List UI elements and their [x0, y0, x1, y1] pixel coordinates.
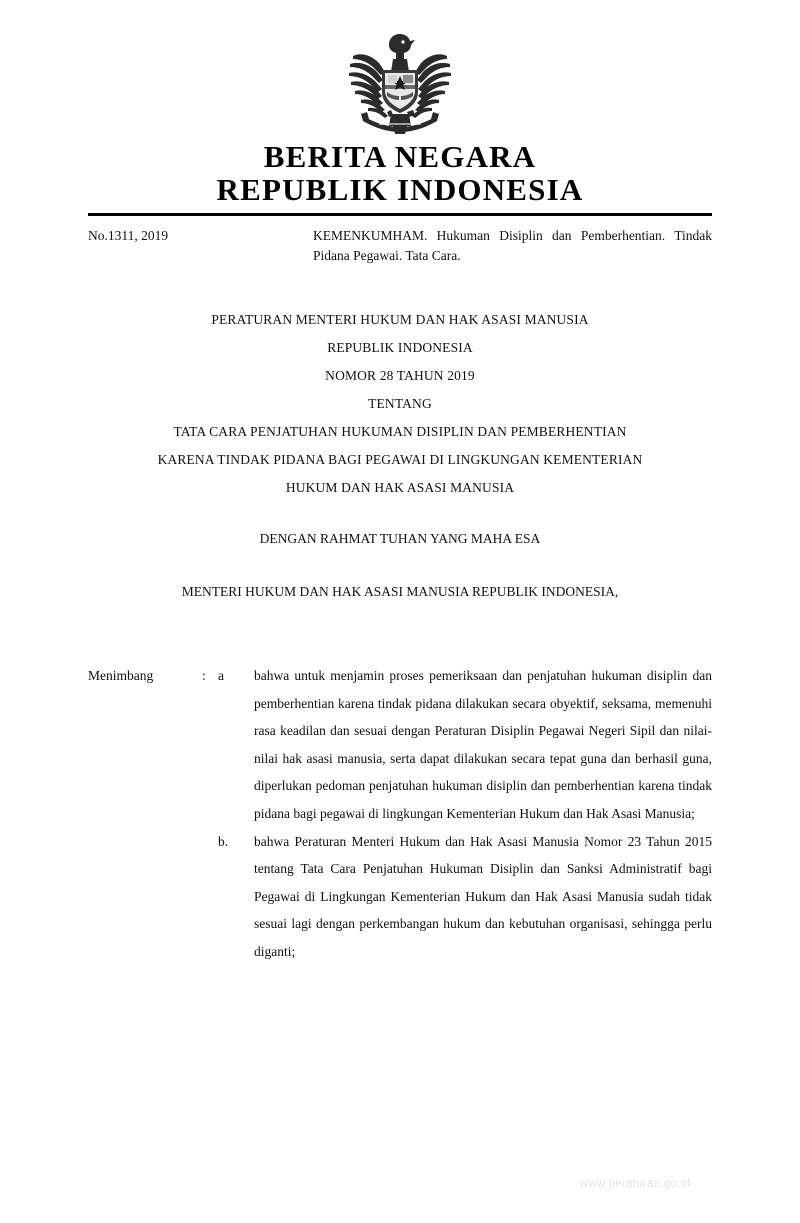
title-line-subject-2: KARENA TINDAK PIDANA BAGI PEGAWAI DI LINGKUNGAN KEMENTERIAN	[157, 452, 643, 467]
garuda-pancasila-emblem	[341, 26, 459, 138]
masthead-line-berita-negara: BERITA NEGARA	[263, 139, 537, 174]
masthead	[0, 140, 800, 206]
invocation-block	[0, 529, 800, 549]
considering-text-b: bahwa Peraturan Menteri Hukum dan Hak Asasi Manusia Nomor 23 Tahun 2015 tentang Tata Cara Penjatuhan Hukuman Disiplin dan Sanksi Administratif bagi Pegawai di Lingkungan Kementerian Hukum dan Hak Asasi Manusia sudah tidak sesuai lagi dengan perkembangan hukum dan kebutuhan organisasi, sehingga perlu diganti;	[254, 833, 712, 959]
source-watermark: www.peraturan.go.id	[579, 1178, 691, 1190]
title-line-2: REPUBLIK INDONESIA	[327, 340, 473, 355]
title-line-1: PERATURAN MENTERI HUKUM DAN HAK ASASI MANUSIA	[211, 312, 589, 327]
invocation-text: DENGAN RAHMAT TUHAN YANG MAHA ESA	[259, 531, 541, 546]
minister-text: MENTERI HUKUM DAN HAK ASASI MANUSIA REPUBLIK INDONESIA,	[181, 584, 619, 599]
title-line-subject-3: HUKUM DAN HAK ASASI MANUSIA	[285, 480, 515, 495]
considering-marker-b: b.	[218, 833, 229, 849]
title-line-number: NOMOR 28 TAHUN 2019	[325, 368, 475, 383]
considering-label: Menimbang	[88, 668, 154, 683]
masthead-divider	[88, 213, 712, 216]
catalog-description: KEMENKUMHAM. Hukuman Disiplin dan Pemberhentian. Tindak Pidana Pegawai. Tata Cara.	[313, 228, 712, 263]
considering-colon: :	[202, 668, 206, 683]
considering-text-a: bahwa untuk menjamin proses pemeriksaan dan penjatuhan hukuman disiplin dan pemberhentian karena tindak pidana dilakukan secara obyektif, seksama, memenuhi rasa keadilan dan sesuai dengan Peraturan Disiplin Pegawai Negeri Sipil dan nilai-nilai hak asasi manusia, serta dapat dilakukan secara tepat guna dan berhasil guna, diperlukan pedoman penjatuhan hukuman disiplin dan pemberhentian karena tindak pidana bagi pegawai di lingkungan Kementerian Hukum dan Hak Asasi Manusia;	[254, 668, 712, 821]
considering-item-a	[88, 662, 712, 828]
emblem-container	[0, 26, 800, 138]
considering-item-b	[88, 828, 712, 966]
masthead-line-republik-indonesia: REPUBLIK INDONESIA	[216, 172, 584, 207]
minister-block	[0, 582, 800, 602]
catalog-number: No.1311, 2019	[88, 228, 169, 243]
considering-marker-a: a	[218, 668, 224, 683]
title-line-tentang: TENTANG	[368, 396, 432, 411]
considering-section	[88, 662, 712, 966]
catalog-row	[88, 226, 712, 266]
title-line-subject-1: TATA CARA PENJATUHAN HUKUMAN DISIPLIN DAN PEMBERHENTIAN	[173, 424, 627, 439]
regulation-title-block	[60, 306, 740, 502]
